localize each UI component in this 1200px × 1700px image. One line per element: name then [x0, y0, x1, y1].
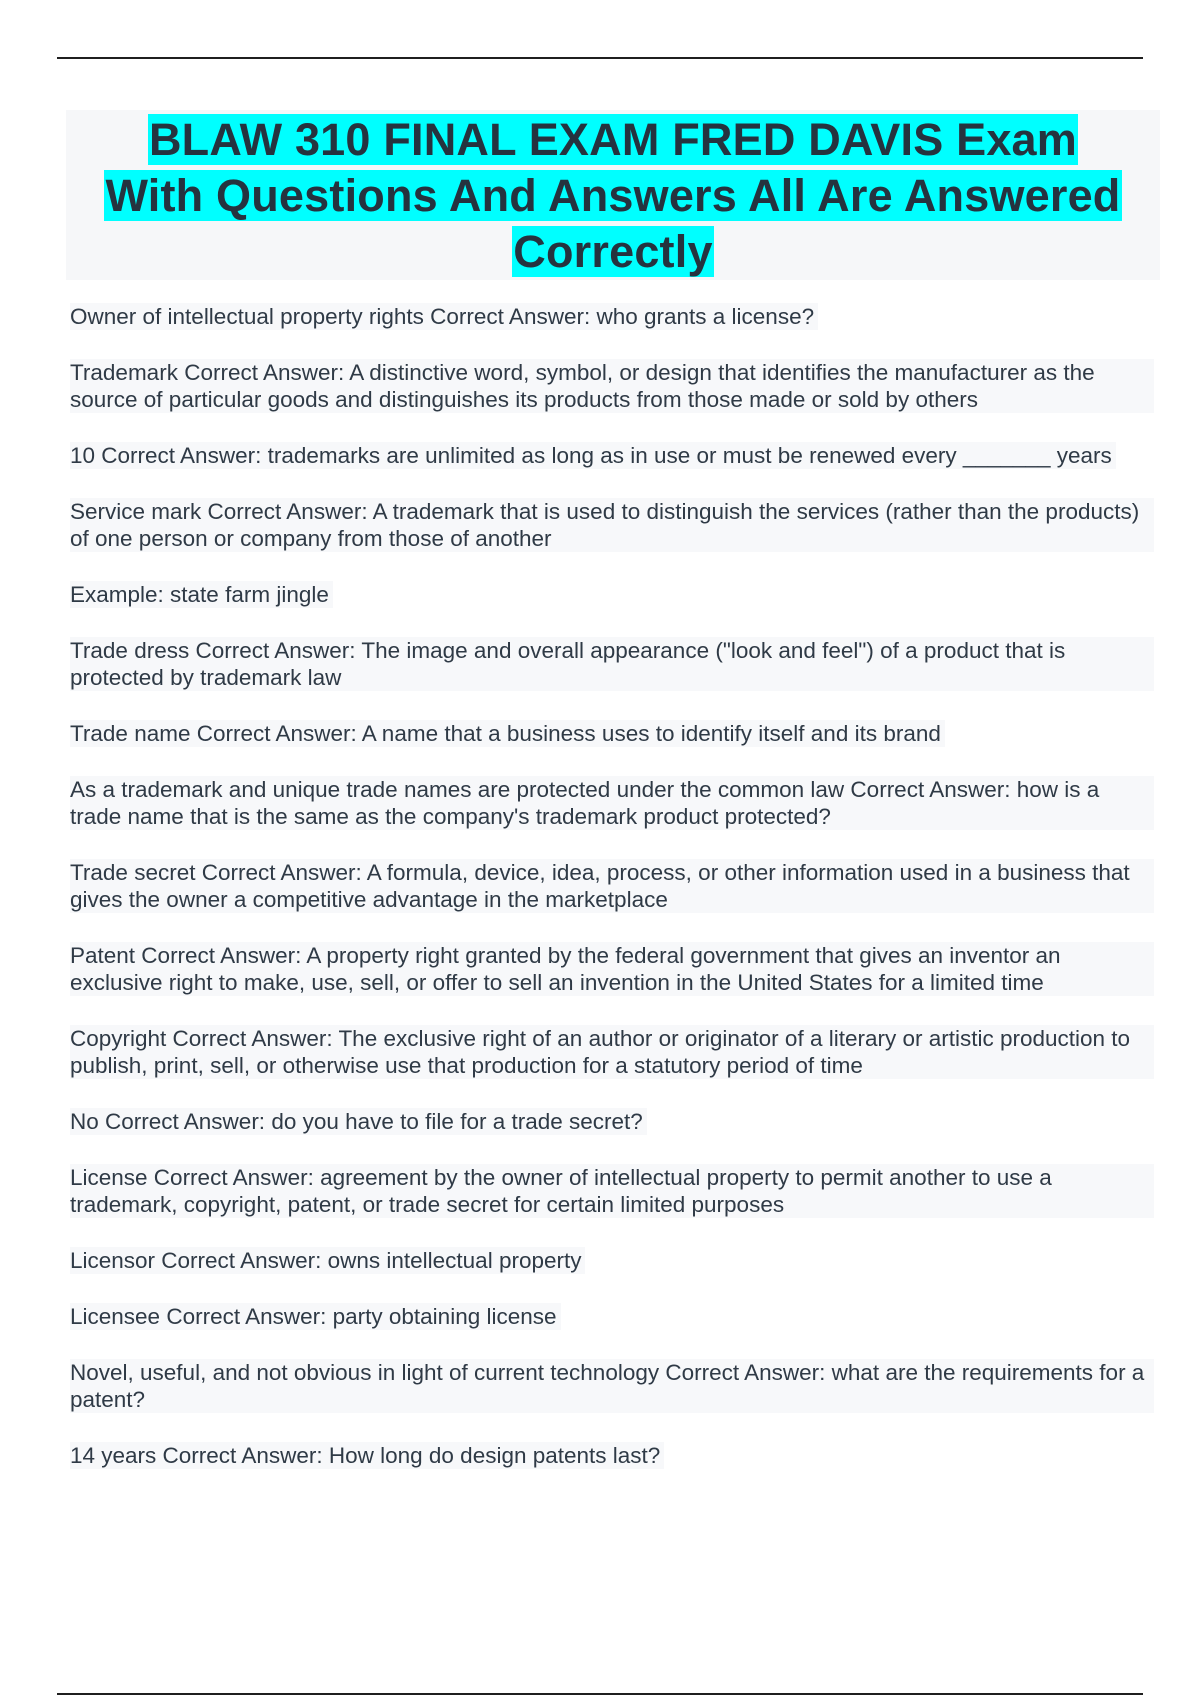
qa-entry: 14 years Correct Answer: How long do design patents last?	[70, 1442, 664, 1469]
document-title	[66, 110, 1160, 280]
qa-entry: Owner of intellectual property rights Correct Answer: who grants a license?	[70, 303, 818, 330]
qa-entry: Novel, useful, and not obvious in light of current technology Correct Answer: what are the requirements for a patent?	[70, 1359, 1154, 1413]
qa-entry: Patent Correct Answer: A property right granted by the federal government that gives an inventor an exclusive right to make, use, sell, or offer to sell an invention in the United States for a limited time	[70, 942, 1154, 996]
title-line-3: Correctly	[513, 226, 713, 277]
qa-entry: 10 Correct Answer: trademarks are unlimited as long as in use or must be renewed every _______ years	[70, 442, 1116, 469]
qa-entry: Trade name Correct Answer: A name that a business uses to identify itself and its brand	[70, 720, 945, 747]
title-block	[66, 110, 1160, 280]
qa-entry: Trademark Correct Answer: A distinctive word, symbol, or design that identifies the manufacturer as the source of particular goods and distinguishes its products from those made or sold by others	[70, 359, 1154, 413]
bottom-rule	[57, 1693, 1143, 1695]
qa-entry: No Correct Answer: do you have to file for a trade secret?	[70, 1108, 647, 1135]
qa-entry: Trade secret Correct Answer: A formula, device, idea, process, or other information used in a business that gives the owner a competitive advantage in the marketplace	[70, 859, 1154, 913]
title-line-2: With Questions And Answers All Are Answered	[105, 170, 1121, 221]
title-line-1: BLAW 310 FINAL EXAM FRED DAVIS Exam	[148, 114, 1077, 165]
qa-entry: Copyright Correct Answer: The exclusive right of an author or originator of a literary or artistic production to publish, print, sell, or otherwise use that production for a statutory period of time	[70, 1025, 1154, 1079]
qa-entry: License Correct Answer: agreement by the owner of intellectual property to permit another to use a trademark, copyright, patent, or trade secret for certain limited purposes	[70, 1164, 1154, 1218]
qa-list	[70, 303, 1160, 1498]
qa-entry: Service mark Correct Answer: A trademark that is used to distinguish the services (rather than the products) of one person or company from those of another	[70, 498, 1154, 552]
qa-entry: As a trademark and unique trade names are protected under the common law Correct Answer: how is a trade name that is the same as the company's trademark product protected?	[70, 776, 1154, 830]
qa-entry: Licensee Correct Answer: party obtaining license	[70, 1303, 561, 1330]
qa-entry: Example: state farm jingle	[70, 581, 333, 608]
top-rule	[57, 57, 1143, 59]
qa-entry: Licensor Correct Answer: owns intellectual property	[70, 1247, 585, 1274]
qa-entry: Trade dress Correct Answer: The image and overall appearance ("look and feel") of a product that is protected by trademark law	[70, 637, 1154, 691]
